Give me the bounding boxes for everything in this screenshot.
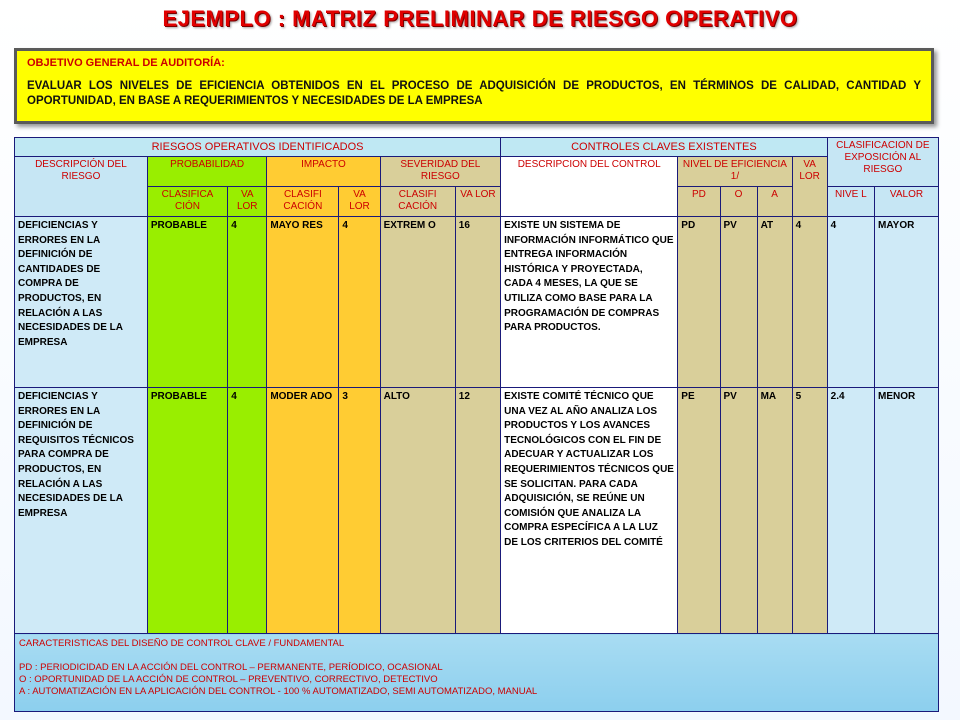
header-valor-control: VA LOR — [792, 157, 827, 217]
severidad-valor: 16 — [455, 217, 500, 388]
exposicion-valor: MAYOR — [875, 217, 939, 388]
exposicion-valor: MENOR — [875, 388, 939, 634]
control-pd: PE — [678, 388, 720, 634]
page-title: EJEMPLO : MATRIZ PRELIMINAR DE RIESGO OPERATIVO — [162, 6, 798, 31]
header-clasificacion: CLASIFICACION DE EXPOSICIÓN AL RIESGO — [827, 138, 938, 187]
header-nivel: NIVE L — [827, 187, 874, 217]
header-controles: CONTROLES CLAVES EXISTENTES — [501, 138, 828, 157]
impacto-clasificacion: MODER ADO — [267, 388, 339, 634]
objective-text: EVALUAR LOS NIVELES DE EFICIENCIA OBTENIDOS EN EL PROCESO DE ADQUISICIÓN DE PRODUCTOS, EN TÉRMINOS DE CALIDAD, CANTIDAD Y OPORTUNIDAD, EN BASE A REQUERIMIENTOS Y NECESIDADES DE LA EMPRESA — [27, 80, 921, 107]
objective-box — [14, 48, 934, 124]
control-o: PV — [720, 217, 757, 388]
header-valor: VALOR — [875, 187, 939, 217]
probabilidad-clasificacion: PROBABLE — [147, 388, 227, 634]
footer-o-legend: O : OPORTUNIDAD DE LA ACCIÓN DE CONTROL – PREVENTIVO, CORRECTIVO, DETECTIVO — [19, 674, 438, 685]
header-imp-clasificacion: CLASIFI CACIÓN — [267, 187, 339, 217]
control-a: MA — [757, 388, 792, 634]
footer-legend — [15, 634, 939, 712]
severidad-clasificacion: EXTREM O — [380, 217, 455, 388]
probabilidad-valor: 4 — [228, 217, 267, 388]
footer-pd-legend: PD : PERIODICIDAD EN LA ACCIÓN DEL CONTROL – PERMANENTE, PERÍODICO, OCASIONAL — [19, 662, 443, 673]
header-a: A — [757, 187, 792, 217]
probabilidad-valor: 4 — [228, 388, 267, 634]
header-sev-valor: VA LOR — [455, 187, 500, 217]
severidad-valor: 12 — [455, 388, 500, 634]
header-pd: PD — [678, 187, 720, 217]
probabilidad-clasificacion: PROBABLE — [147, 217, 227, 388]
control-descripcion: EXISTE UN SISTEMA DE INFORMACIÓN INFORMÁTICO QUE ENTREGA INFORMACIÓN HISTÓRICA Y PROYECTADA, CADA 4 MESES, LA QUE SE UTILIZA COMO BASE PARA LA PROGRAMACIÓN DE COMPRAS PARA PRODUCTOS. — [501, 217, 678, 388]
riesgo-descripcion: DEFICIENCIAS Y ERRORES EN LA DEFINICIÓN DE CANTIDADES DE COMPRA DE PRODUCTOS, EN RELACIÓN A LAS NECESIDADES DE LA EMPRESA — [15, 217, 148, 388]
header-severidad: SEVERIDAD DEL RIESGO — [380, 157, 501, 187]
control-a: AT — [757, 217, 792, 388]
impacto-clasificacion: MAYO RES — [267, 217, 339, 388]
footer-heading: CARACTERISTICAS DEL DISEÑO DE CONTROL CLAVE / FUNDAMENTAL — [19, 638, 345, 649]
exposicion-nivel: 4 — [827, 217, 874, 388]
control-o: PV — [720, 388, 757, 634]
footer-a-legend: A : AUTOMATIZACIÓN EN LA APLICACIÓN DEL CONTROL - 100 % AUTOMATIZADO, SEMI AUTOMATIZADO, MANUAL — [19, 686, 538, 697]
objective-heading: OBJETIVO GENERAL DE AUDITORÍA: — [27, 57, 225, 69]
header-probabilidad: PROBABILIDAD — [147, 157, 266, 187]
header-riesgos: RIESGOS OPERATIVOS IDENTIFICADOS — [15, 138, 501, 157]
control-pd: PD — [678, 217, 720, 388]
table-row — [15, 388, 939, 634]
riesgo-descripcion: DEFICIENCIAS Y ERRORES EN LA DEFINICIÓN DE REQUISITOS TÉCNICOS PARA COMPRA DE PRODUCTOS, EN RELACIÓN A LAS NECESIDADES DE LA EMPRESA — [15, 388, 148, 634]
header-prob-valor: VA LOR — [228, 187, 267, 217]
impacto-valor: 4 — [339, 217, 380, 388]
control-descripcion: EXISTE COMITÉ TÉCNICO QUE UNA VEZ AL AÑO ANALIZA LOS PRODUCTOS Y LOS AVANCES TECNOLÓGICOS CON EL FIN DE ADECUAR Y ACTUALIZAR LOS REQUERIMIENTOS TÉCNICOS QUE SE SOLICITAN. PARA CADA ADQUISICIÓN, SE REÚNE UN COMISIÓN QUE ANALIZA LA COMPRA ESPECÍFICA A LA LUZ DE LOS CRITERIOS DEL COMITÉ — [501, 388, 678, 634]
header-imp-valor: VA LOR — [339, 187, 380, 217]
header-impacto: IMPACTO — [267, 157, 380, 187]
impacto-valor: 3 — [339, 388, 380, 634]
header-nivel-eficiencia: NIVEL DE EFICIENCIA 1/ — [678, 157, 792, 187]
header-o: O — [720, 187, 757, 217]
table-row — [15, 217, 939, 388]
risk-matrix-table — [14, 137, 939, 712]
header-prob-clasificacion: CLASIFICA CIÓN — [147, 187, 227, 217]
control-valor: 5 — [792, 388, 827, 634]
header-descripcion-control: DESCRIPCION DEL CONTROL — [501, 157, 678, 217]
control-valor: 4 — [792, 217, 827, 388]
header-sev-clasificacion: CLASIFI CACIÓN — [380, 187, 455, 217]
severidad-clasificacion: ALTO — [380, 388, 455, 634]
exposicion-nivel: 2.4 — [827, 388, 874, 634]
header-descripcion-riesgo: DESCRIPCIÓN DEL RIESGO — [15, 157, 148, 217]
